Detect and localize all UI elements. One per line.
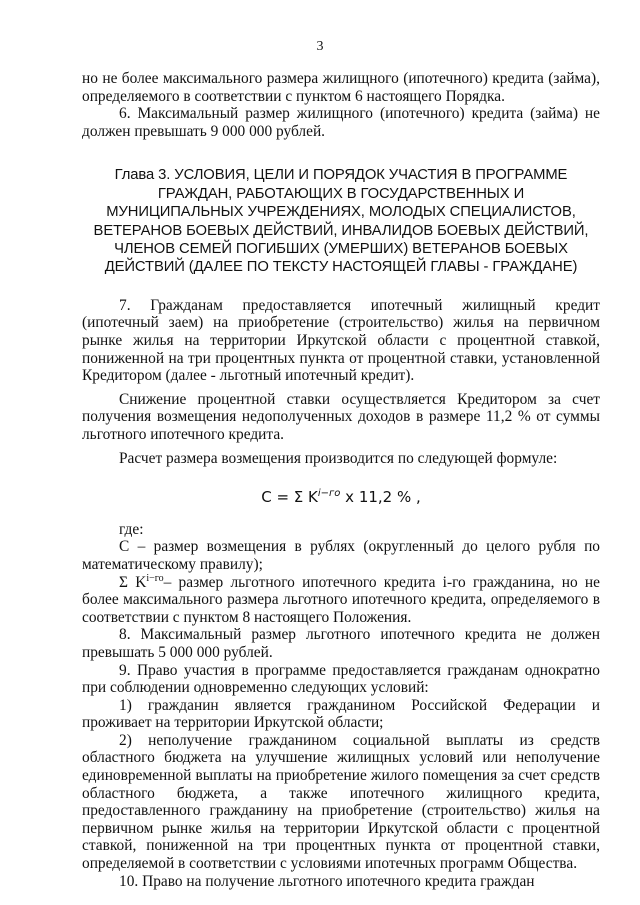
heading-line: ВЕТЕРАНОВ БОЕВЫХ ДЕЙСТВИЙ, ИНВАЛИДОВ БОЕВЫХ ДЕЙСТВИЙ, bbox=[93, 222, 589, 239]
condition-2: 2) неполучение гражданином социальной выплаты из средств областного бюджета на улучшение жилищных условий или неполучение единовременной выплаты на приобретение жилого помещения за счет средств областного бюджета, а также ипотечного жилищного кредита, предоставленного гражданину на приобретение (строительство) жилья на первичном рынке жилья на территории Иркутской области с процентной ставкой, пониженной на три процентных пункта от процентной ставки, определяемой в соответствии с условиями ипотечных программ Общества. bbox=[82, 731, 600, 873]
definition-c: С – размер возмещения в рублях (округленный до целого рубля по математическому правилу); bbox=[82, 538, 600, 573]
condition-1: 1) гражданин является гражданином Российской Федерации и проживает на территории Иркутской области; bbox=[82, 696, 600, 732]
paragraph-6: 6. Максимальный размер жилищного (ипотечного) кредита (займа) не должен превышать 9 000 000 рублей. bbox=[82, 105, 600, 140]
chapter-heading bbox=[82, 166, 600, 276]
formula-left: C = Σ K bbox=[261, 488, 318, 507]
definition-k bbox=[82, 574, 600, 627]
heading-line: Глава 3. УСЛОВИЯ, ЦЕЛИ И ПОРЯДОК УЧАСТИЯ В ПРОГРАММЕ bbox=[114, 167, 568, 184]
formula-right: x 11,2 % , bbox=[340, 488, 421, 507]
paragraph-rate-reduction: Снижение процентной ставки осуществляется Кредитором за счет получения возмещения недополученных доходов в размере 11,2 % от суммы льготного ипотечного кредита. bbox=[82, 390, 600, 443]
definition-k-symbol: Σ K bbox=[119, 573, 147, 591]
paragraph-7: 7. Гражданам предоставляется ипотечный жилищный кредит (ипотечный заем) на приобретение (строительство) жилья на первичном рынке жилья на территории Иркутской области с процентной ставкой, пониженной на три процентных пункта от процентной ставки, установленной Кредитором (далее - льготный ипотечный кредит). bbox=[82, 296, 600, 385]
where-label: где: bbox=[119, 520, 144, 538]
definition-k-text: – размер льготного ипотечного кредита i-го гражданина, но не более максимального размера льготного ипотечного кредита, определяемого в соответствии с пунктом 8 настоящего Положения. bbox=[82, 573, 600, 626]
paragraph-continuation: но не более максимального размера жилищного (ипотечного) кредита (займа), определяемого в соответствии с пунктом 6 настоящего Порядка. bbox=[82, 70, 600, 105]
formula-superscript: i−го bbox=[317, 488, 341, 500]
paragraph-8: 8. Максимальный размер льготного ипотечного кредита не должен превышать 5 000 000 рублей. bbox=[82, 626, 600, 661]
document-body bbox=[82, 70, 600, 890]
heading-line: ЧЛЕНОВ СЕМЕЙ ПОГИБШИХ (УМЕРШИХ) ВЕТЕРАНОВ БОЕВЫХ bbox=[114, 241, 568, 257]
formula bbox=[82, 485, 600, 507]
definition-k-superscript: i−го bbox=[146, 572, 164, 584]
paragraph-9: 9. Право участия в программе предоставляется гражданам однократно при соблюдении одновременно следующих условий: bbox=[82, 661, 600, 697]
paragraph-10: 10. Право на получение льготного ипотечного кредита граждан bbox=[119, 872, 535, 890]
heading-line: ГРАЖДАН, РАБОТАЮЩИХ В ГОСУДАРСТВЕННЫХ И bbox=[157, 185, 525, 202]
page-number: 3 bbox=[316, 39, 324, 54]
heading-line: МУНИЦИПАЛЬНЫХ УЧРЕЖДЕНИЯХ, МОЛОДЫХ СПЕЦИАЛИСТОВ, bbox=[106, 204, 576, 221]
paragraph-calculation: Расчет размера возмещения производится по следующей формуле: bbox=[119, 449, 558, 467]
heading-line: ДЕЙСТВИЙ (ДАЛЕЕ ПО ТЕКСТУ НАСТОЯЩЕЙ ГЛАВЫ - ГРАЖДАНЕ) bbox=[104, 259, 578, 276]
